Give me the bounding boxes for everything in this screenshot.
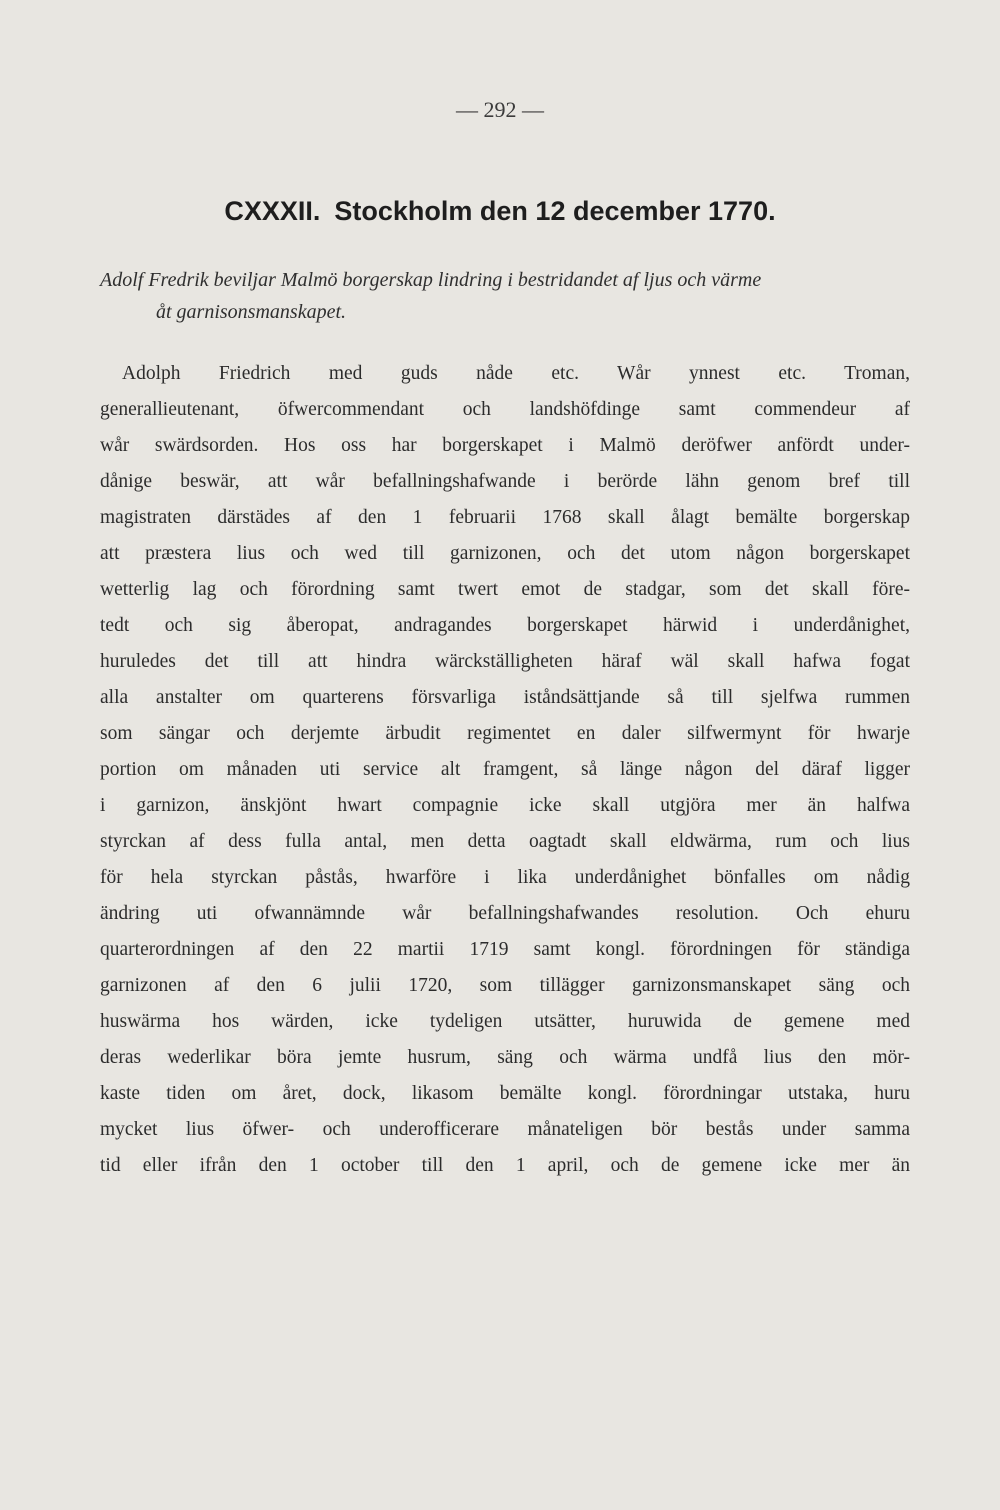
body-line: ändring uti ofwannämnde wår befallningshafwandes resolution. Och ehuru [100,903,910,924]
body-line: tedt och sig åberopat, andragandes borgerskapet härwid i underdånighet, [100,615,910,636]
summary-line: åt garnisonsmanskapet. [156,301,346,323]
document-title: Stockholm den 12 december 1770. [334,196,776,226]
body-line: dånige beswär, att wår befallningshafwande i berörde lähn genom bref till [100,471,910,492]
body-line: deras wederlikar böra jemte husrum, säng och wärma undfå lius den mör- [100,1047,910,1068]
body-line: som sängar och derjemte ärbudit regimentet en daler silfwermynt för hwarje [100,723,910,744]
document-heading [0,196,1000,227]
body-line: alla anstalter om quarterens försvarliga iståndsättjande så till sjelfwa rummen [100,687,910,708]
body-line: mycket lius öfwer- och underofficerare månateligen bör bestås under samma [100,1119,910,1140]
body-line: magistraten därstädes af den 1 februarii 1768 skall ålagt bemälte borgerskap [100,507,910,528]
body-line: Adolph Friedrich med guds nåde etc. Wår ynnest etc. Troman, [122,363,910,384]
body-line: huswärma hos wärden, icke tydeligen utsätter, huruwida de gemene med [100,1011,910,1032]
body-line: huruledes det till att hindra wärckställigheten häraf wäl skall hafwa fogat [100,651,910,672]
body-line: wår swärdsorden. Hos oss har borgerskapet i Malmö deröfwer anfördt under- [100,435,910,456]
body-line: garnizonen af den 6 julii 1720, som tillägger garnizonsmanskapet säng och [100,975,910,996]
document-body [100,356,910,1184]
body-line: för hela styrckan påstås, hwarföre i lika underdånighet bönfalles om nådig [100,867,910,888]
summary-line: Adolf Fredrik beviljar Malmö borgerskap lindring i bestridandet af ljus och värme [100,269,762,291]
body-line: att præstera lius och wed till garnizonen, och det utom någon borgerskapet [100,543,910,564]
body-line: i garnizon, änskjönt hwart compagnie icke skall utgjöra mer än halfwa [100,795,910,816]
document-number: CXXXII. [224,196,321,226]
body-line: kaste tiden om året, dock, likasom bemälte kongl. förordningar utstaka, huru [100,1083,910,1104]
body-line: portion om månaden uti service alt framgent, så länge någon del däraf ligger [100,759,910,780]
body-line: wetterlig lag och förordning samt twert emot de stadgar, som det skall före- [100,579,910,600]
body-line: generallieutenant, öfwercommendant och landshöfdinge samt commendeur af [100,399,910,420]
page-number: — 292 — [456,97,544,122]
body-line: tid eller ifrån den 1 october till den 1 april, och de gemene icke mer än [100,1155,910,1176]
body-line: quarterordningen af den 22 martii 1719 samt kongl. förordningen för ständiga [100,939,910,960]
document-summary [100,264,910,328]
body-line: styrckan af dess fulla antal, men detta oagtadt skall eldwärma, rum och lius [100,831,910,852]
